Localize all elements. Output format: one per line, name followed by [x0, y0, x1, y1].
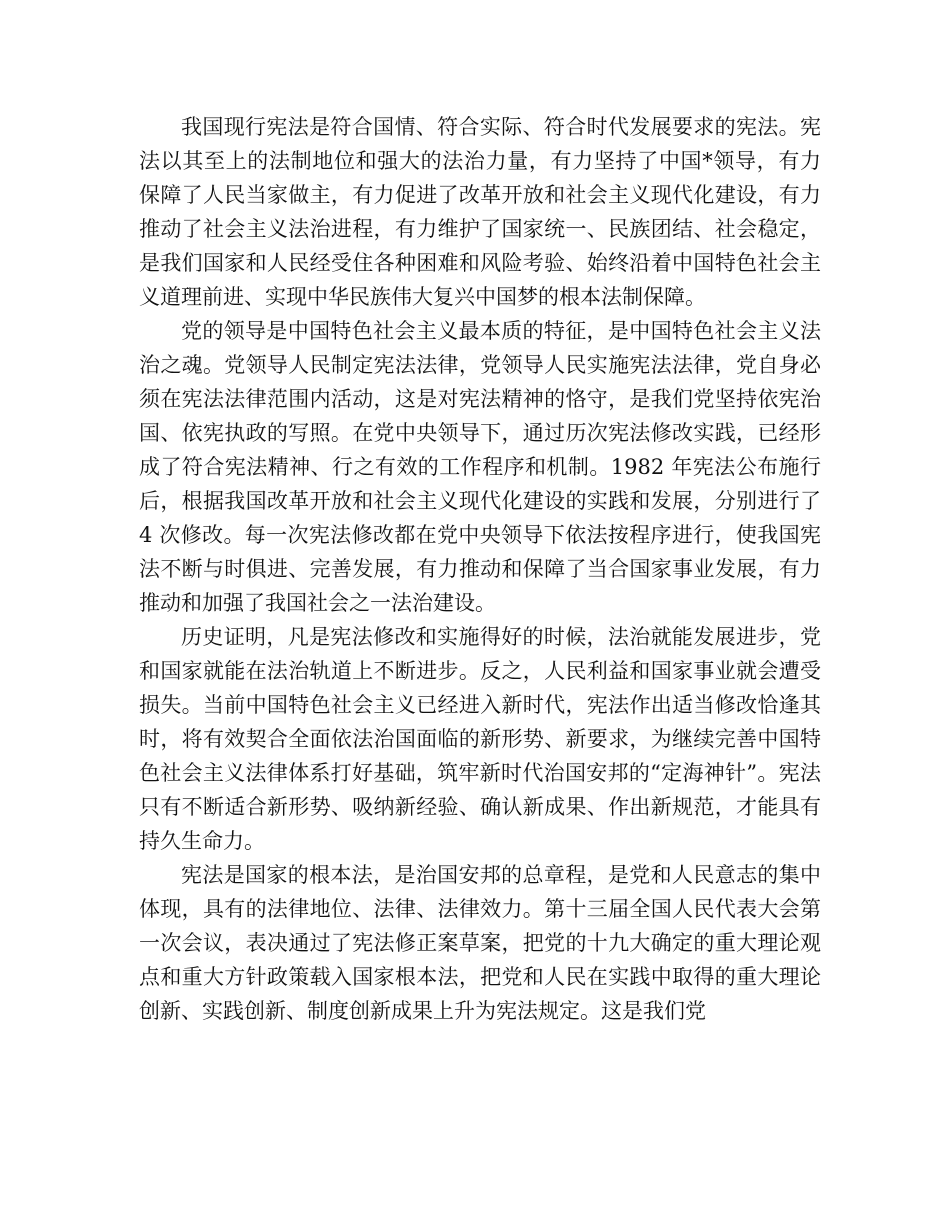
paragraph-1: 我国现行宪法是符合国情、符合实际、符合时代发展要求的宪法。宪法以其至上的法制地位和强大的法治力量，有力坚持了中国*领导，有力保障了人民当家做主，有力促进了改革开放和社会主义现代化建设，有力推动了社会主义法治进程，有力维护了国家统一、民族团结、社会稳定，是我们国家和人民经受住各种困难和风险考验、始终沿着中国特色社会主义道理前进、实现中华民族伟大复兴中国梦的根本法制保障。 [139, 115, 821, 309]
paragraph-3: 历史证明，凡是宪法修改和实施得好的时候，法治就能发展进步，党和国家就能在法治轨道上不断进步。反之，人民利益和国家事业就会遭受损失。当前中国特色社会主义已经进入新时代，宪法作出适当修改恰逢其时，将有效契合全面依法治国面临的新形势、新要求，为继续完善中国特色社会主义法律体系打好基础，筑牢新时代治国安邦的“定海神针”。宪法只有不断适合新形势、吸纳新经验、确认新成果、作出新规范，才能具有持久生命力。 [139, 625, 821, 853]
document-body [139, 110, 821, 1028]
paragraph-2: 党的领导是中国特色社会主义最本质的特征，是中国特色社会主义法治之魂。党领导人民制定宪法法律，党领导人民实施宪法法律，党自身必须在宪法法律范围内活动，这是对宪法精神的恪守，是我们党坚持依宪治国、依宪执政的写照。在党中央领导下，通过历次宪法修改实践，已经形成了符合宪法精神、行之有效的工作程序和机制。1982 年宪法公布施行后，根据我国改革开放和社会主义现代化建设的实践和发展，分别进行了 4 次修改。每一次宪法修改都在党中央领导下依法按程序进行，使我国宪法不断与时俱进、完善发展，有力推动和保障了当合国家事业发展，有力推动和加强了我国社会之一法治建设。 [139, 319, 821, 615]
paragraph-4: 宪法是国家的根本法，是治国安邦的总章程，是党和人民意志的集中体现，具有的法律地位、法律、法律效力。第十三届全国人民代表大会第一次会议，表决通过了宪法修正案草案，把党的十九大确定的重大理论观点和重大方针政策载入国家根本法，把党和人民在实践中取得的重大理论创新、实践创新、制度创新成果上升为宪法规定。这是我们党 [139, 863, 821, 1023]
